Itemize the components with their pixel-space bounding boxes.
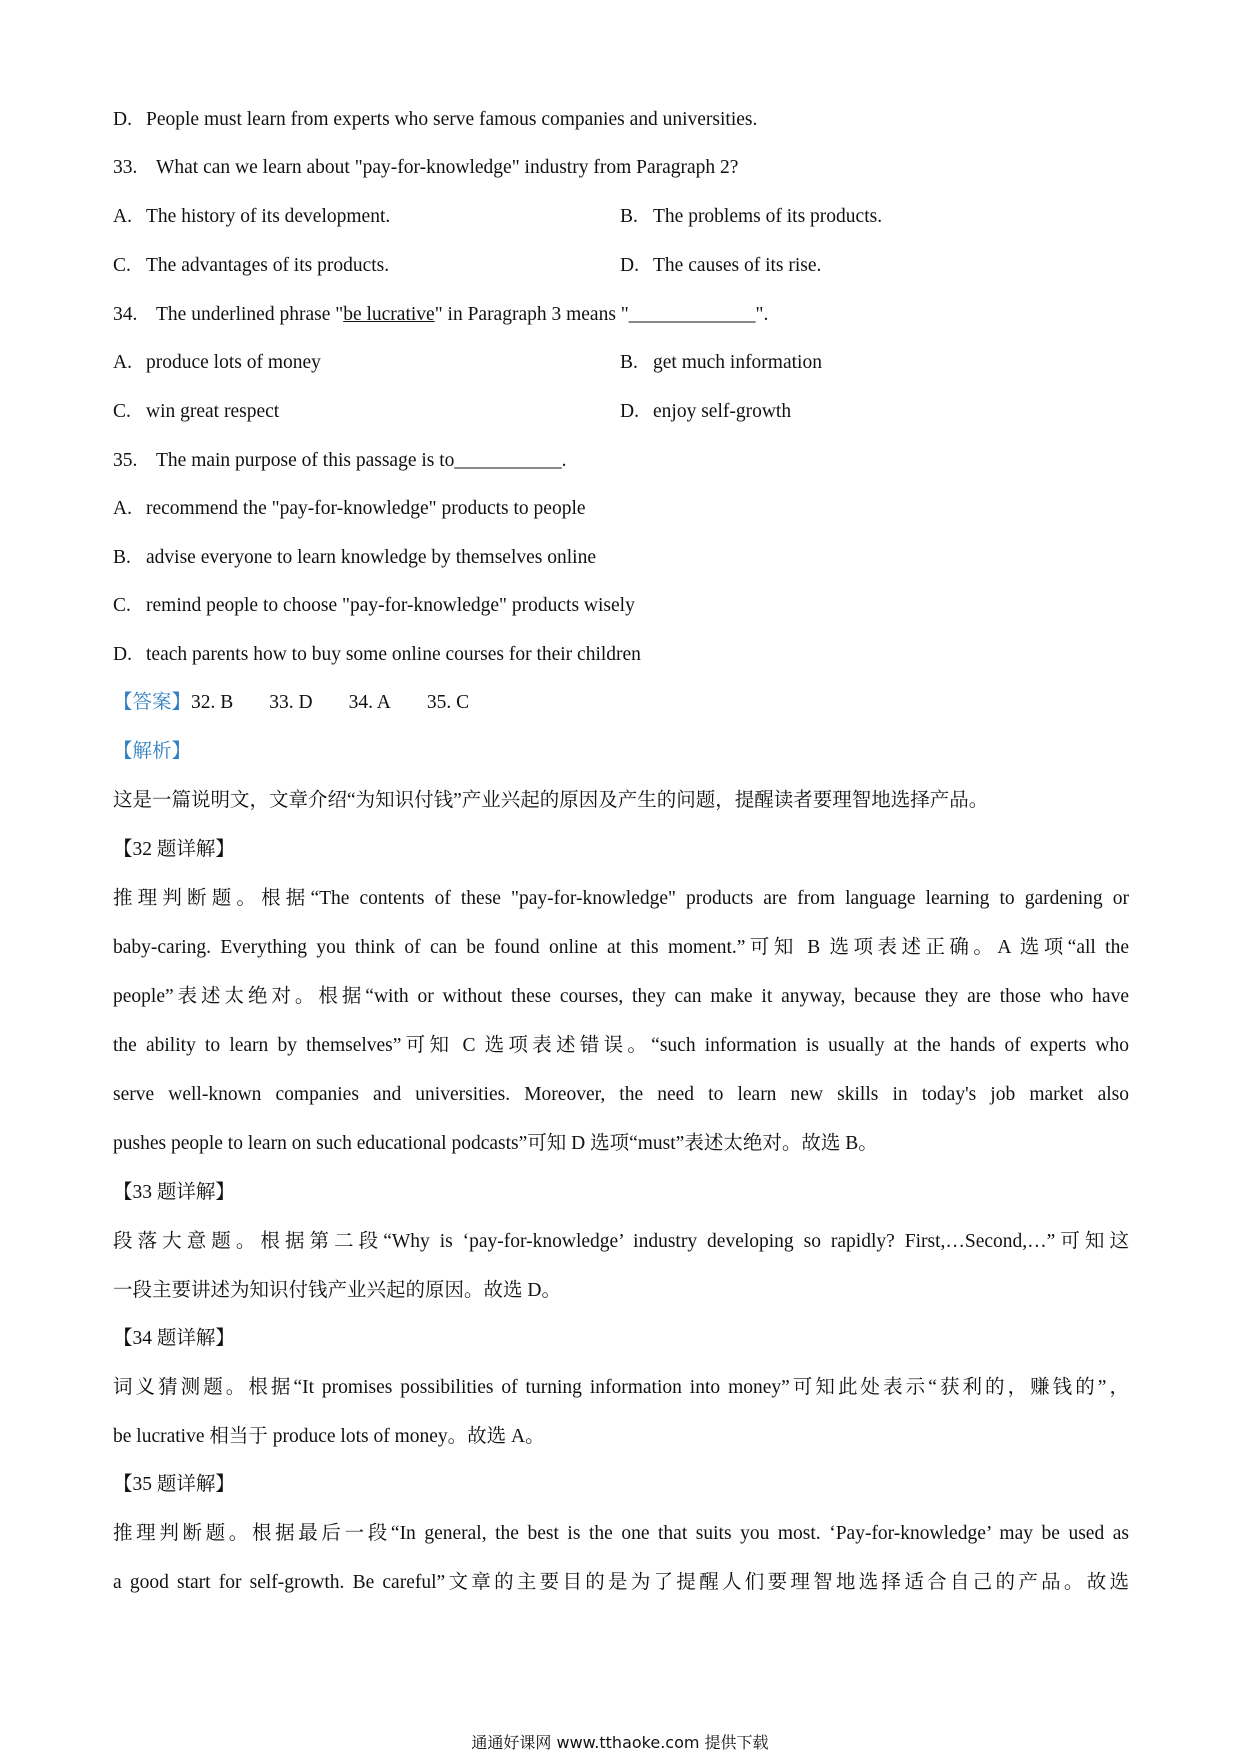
q32-option-d: D. People must learn from experts who serve famous companies and universities. [113,109,758,130]
detail-line: pushes people to learn on such educational podcasts”可知 D 选项“must”表述太绝对。故选 B。 [113,1133,878,1154]
q35-option-a: A. recommend the "pay-for-knowledge" products to people [113,498,586,519]
summary-text: 这是一篇说明文，文章介绍“为知识付钱”产业兴起的原因及产生的问题，提醒读者要理智地选择产品。 [113,790,989,811]
q33-option-a: A. The history of its development. [113,206,391,227]
detail-line: 推理判断题。根据最后一段“In general, the best is the one that suits you most. ‘Pay-for-knowledge’ may be used as [113,1523,1129,1544]
q33-option-b: B. The problems of its products. [620,206,883,227]
q34-stem: 34. The underlined phrase "be lucrative" in Paragraph 3 means "_____________". [113,304,769,325]
detail-body-34 [113,1363,1129,1461]
q35-stem: 35. The main purpose of this passage is to___________. [113,450,567,471]
answer-item: 32. B [191,692,234,713]
q35-option-d: D. teach parents how to buy some online courses for their children [113,644,641,665]
q34-option-b: B. get much information [620,352,822,373]
detail-heading-32: 【32 题详解】 [113,839,235,860]
answer-row [113,690,505,716]
detail-line: the ability to learn by themselves”可知 C 选项表述错误。“such information is usually at the hands of experts who [113,1035,1129,1056]
underlined-phrase: be lucrative [343,304,435,325]
answer-item: 33. D [269,692,313,713]
q35-option-b: B. advise everyone to learn knowledge by themselves online [113,547,596,568]
detail-line: 段落大意题。根据第二段“Why is ‘pay-for-knowledge’ industry developing so rapidly? First,…Second,…”可知这 [113,1231,1129,1252]
detail-body-33 [113,1217,1129,1315]
q34-option-c: C. win great respect [113,401,280,422]
detail-line: serve well-known companies and universities. Moreover, the need to learn new skills in today's job market also [113,1084,1129,1105]
detail-body-32 [113,874,1129,1168]
q35-option-c: C. remind people to choose "pay-for-knowledge" products wisely [113,595,635,616]
detail-body-35 [113,1509,1129,1607]
q33-option-c: C. The advantages of its products. [113,255,390,276]
analysis-label: 【解析】 [113,741,192,762]
detail-line: be lucrative 相当于 produce lots of money。故选 A。 [113,1426,545,1447]
detail-line: people”表述太绝对。根据“with or without these courses, they can make it anyway, because they are those who have [113,986,1129,1007]
answer-label: 【答案】 [113,692,192,713]
page-footer: 通通好课网 www.tthaoke.com 提供下载 [471,1733,769,1752]
detail-heading-35: 【35 题详解】 [113,1474,235,1495]
q34-option-d: D. enjoy self-growth [620,401,792,422]
detail-heading-33: 【33 题详解】 [113,1182,235,1203]
detail-line: 一段主要讲述为知识付钱产业兴起的原因。故选 D。 [113,1280,561,1301]
detail-heading-34: 【34 题详解】 [113,1328,235,1349]
answer-item: 35. C [426,692,470,713]
detail-line: a good start for self-growth. Be careful”文章的主要目的是为了提醒人们要理智地选择适合自己的产品。故选 [113,1572,1129,1593]
detail-line: 词义猜测题。根据“It promises possibilities of turning information into money”可知此处表示“获利的，赚钱的”， [113,1377,1129,1398]
answer-item: 34. A [348,692,391,713]
detail-line: 推理判断题。根据“The contents of these "pay-for-knowledge" products are from language learning to gardening or [113,888,1129,909]
q33-option-d: D. The causes of its rise. [620,255,822,276]
q34-option-a: A. produce lots of money [113,352,321,373]
q33-stem: 33. What can we learn about "pay-for-knowledge" industry from Paragraph 2? [113,157,739,178]
detail-line: baby-caring. Everything you think of can be found online at this moment.”可知 B 选项表述正确。A 选项“all the [113,937,1129,958]
